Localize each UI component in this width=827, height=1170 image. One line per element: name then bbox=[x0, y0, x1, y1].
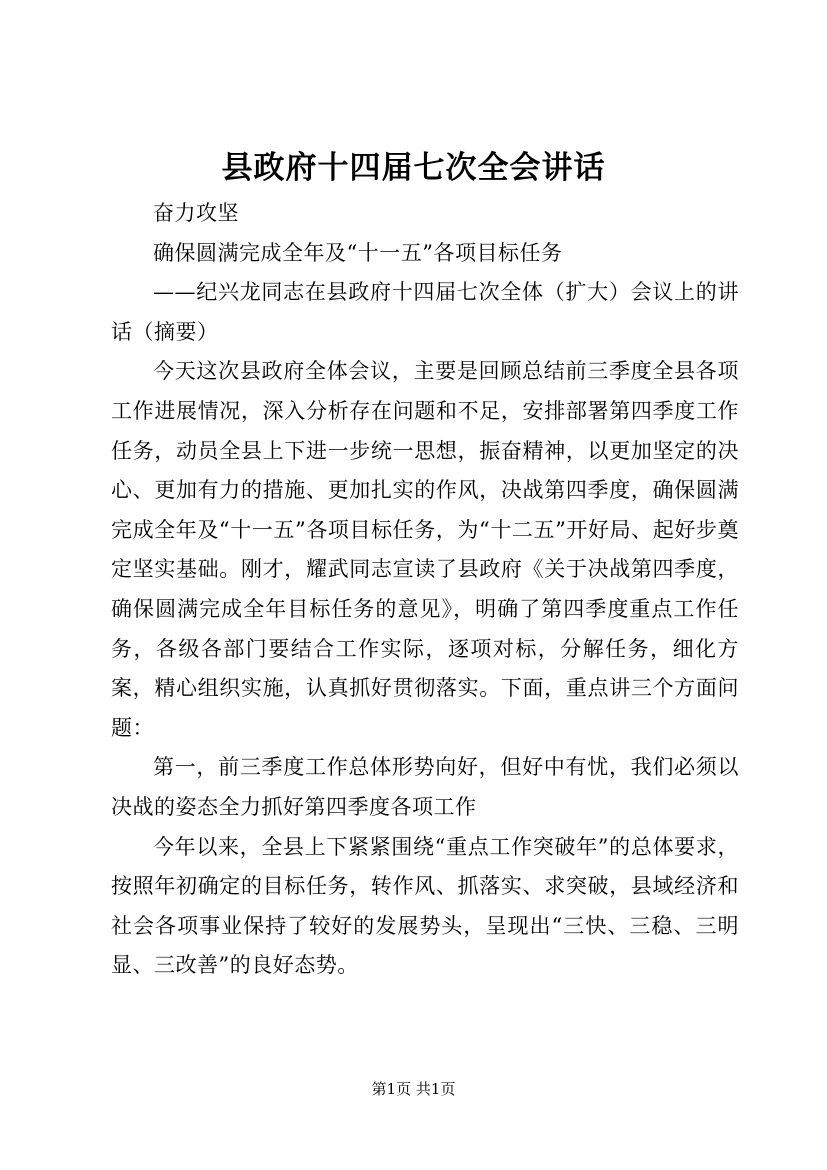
page-prefix: 第 bbox=[371, 1080, 387, 1098]
subtitle-line-2: 确保圆满完成全年及“十一五”各项目标任务 bbox=[153, 240, 563, 265]
section-heading: 第一，前三季度工作总体形势向好，但好中有忧，我们必须以决战的姿态全力抓好第四季度各项工作 bbox=[111, 755, 739, 819]
page-label: 页 bbox=[396, 1080, 412, 1098]
total-pages: 1 bbox=[430, 1080, 441, 1098]
document-body bbox=[111, 194, 739, 986]
subtitle-line-1: 奋力攻坚 bbox=[153, 201, 239, 225]
body-paragraph: 今天这次县政府全体会议，主要是回顾总结前三季度全县各项工作进展情况，深入分析存在问题和不足，安排部署第四季度工作任务，动员全县上下进一步统一思想，振奋精神，以更加坚定的决心、更加有力的措施、更加扎实的作风，决战第四季度，确保圆满完成全年及“十一五”各项目标任务，为“十二五”开好局、起好步奠定坚实基础。刚才，耀武同志宣读了县政府《关于决战第四季度，确保圆满完成全年目标任务的意见》，明确了第四季度重点工作任务，各级各部门要结合工作实际，逐项对标，分解任务，细化方案，精心组织实施，认真抓好贯彻落实。下面，重点讲三个方面问题： bbox=[111, 359, 739, 740]
page-number: 1 bbox=[386, 1080, 397, 1098]
body-paragraph: 今年以来，全县上下紧紧围绕“重点工作突破年”的总体要求，按照年初确定的目标任务，转作风、抓落实、求突破，县域经济和社会各项事业保持了较好的发展势头，呈现出“三快、三稳、三明显、三改善”的良好态势。 bbox=[111, 834, 739, 978]
document-title: 县政府十四届七次全会讲话 bbox=[221, 150, 606, 186]
speaker-attribution: ——纪兴龙同志在县政府十四届七次全体（扩大）会议上的讲话（摘要） bbox=[111, 280, 739, 344]
total-prefix: 共 bbox=[415, 1080, 431, 1098]
total-label: 页 bbox=[440, 1080, 456, 1098]
page-footer bbox=[0, 1078, 827, 1100]
